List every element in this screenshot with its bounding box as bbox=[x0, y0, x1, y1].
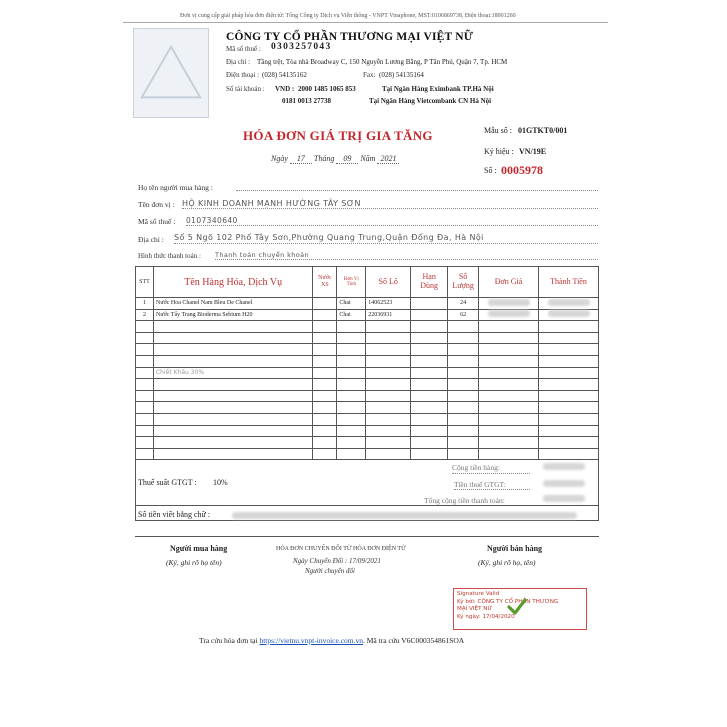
seller-mst-value: 0303257043 bbox=[271, 42, 332, 52]
payment-value: Thanh toán chuyển khoản bbox=[215, 251, 310, 259]
seller-fax-label: Fax: bbox=[363, 71, 376, 79]
cell-price bbox=[479, 298, 539, 310]
table-row bbox=[136, 355, 599, 367]
cell-name: Nước Tẩy Trang Bioderma Sebium H20 bbox=[153, 309, 312, 321]
sig-by: Ký bởi: CÔNG TY CỔ PHẦN THƯƠNG bbox=[457, 598, 559, 605]
buyer-address-value: Số 5 Ngõ 102 Phố Tây Sơn,Phường Quang Trung,Quận Đống Đa, Hà Nội bbox=[174, 233, 484, 242]
cell-unit: Chai bbox=[337, 298, 366, 310]
table-row bbox=[136, 309, 599, 321]
buyer-unit-value: HỘ KINH DOANH MẠNH HƯỜNG TÂY SƠN bbox=[182, 199, 361, 208]
payment-label: Hình thức thanh toán : bbox=[138, 252, 201, 260]
col-unit: Đơn Vị Tính bbox=[337, 267, 366, 298]
sig-valid: Signature Valid bbox=[457, 591, 500, 597]
buyer-address-label: Địa chỉ : bbox=[138, 235, 164, 244]
buyer-sign-note: (Ký, ghi rõ họ tên) bbox=[166, 558, 222, 567]
vat-amount-label: Tiền thuế GTGT: bbox=[454, 480, 506, 489]
table-row bbox=[136, 332, 599, 344]
buyer-tax-label: Mã số thuế : bbox=[138, 217, 176, 226]
subtotal-label: Cộng tiền hàng: bbox=[452, 463, 500, 472]
account-number: 0181 0013 27738 bbox=[282, 97, 331, 105]
seller-company-name: CÔNG TY CỔ PHẦN THƯƠNG MẠI VIỆT NỮ bbox=[226, 31, 474, 43]
discount-note: Chiết Khấu 30% bbox=[153, 367, 312, 379]
cell-amount bbox=[539, 309, 599, 321]
sig-by-2: MẠI VIỆT NỮ bbox=[457, 606, 493, 613]
grand-total-label: Tổng cộng tiền thanh toán: bbox=[424, 496, 505, 505]
table-row bbox=[136, 367, 599, 379]
footer-lookup-code: . Mã tra cứu V6C000354861SOA bbox=[363, 636, 465, 645]
symbol-label: Ký hiệu : bbox=[484, 147, 514, 156]
buyer-name-label: Họ tên người mua hàng : bbox=[138, 183, 213, 192]
vat-rate-label: Thuế suất GTGT : bbox=[138, 478, 197, 487]
col-lot: Số Lô bbox=[366, 267, 411, 298]
conversion-date: Ngày Chuyển Đổi : 17/09/2021 bbox=[293, 557, 381, 565]
seller-account-label: Số tài khoản : bbox=[226, 85, 265, 93]
footer-lookup bbox=[199, 636, 464, 645]
invoice-number: 0005978 bbox=[501, 163, 543, 177]
col-expiry: Hạn Dùng bbox=[411, 267, 448, 298]
redacted-price bbox=[488, 310, 530, 317]
company-logo bbox=[133, 28, 209, 118]
in-words-label: Số tiền viết bằng chữ : bbox=[138, 510, 211, 519]
redacted-amount bbox=[548, 310, 590, 317]
cell-expiry bbox=[411, 298, 448, 310]
col-origin: Nước XS bbox=[313, 267, 337, 298]
converter-label: Người chuyển đổi bbox=[305, 567, 355, 575]
cell-stt: 1 bbox=[136, 298, 154, 310]
cell-lot: 14062523 bbox=[366, 298, 411, 310]
seller-fax-value: (028) 54135164 bbox=[379, 71, 424, 79]
cell-origin bbox=[313, 298, 337, 310]
conversion-title: HÓA ĐƠN CHUYỂN ĐỔI TỪ HÓA ĐƠN ĐIỆN TỬ bbox=[276, 546, 406, 552]
table-header-row bbox=[136, 267, 599, 298]
seller-address-value: Tầng trệt, Tòa nhà Broadway C, 150 Nguyễn Lương Bằng, P Tân Phú, Quận 7, Tp. HCM bbox=[257, 58, 508, 66]
cell-stt: 2 bbox=[136, 309, 154, 321]
cell-lot: 22036931 bbox=[366, 309, 411, 321]
redacted-price bbox=[488, 299, 530, 306]
seller-address-label: Địa chỉ : bbox=[226, 58, 251, 66]
buyer-unit-label: Tên đơn vị : bbox=[138, 200, 175, 209]
cell-qty: 62 bbox=[448, 309, 479, 321]
seller-sign-title: Người bán hàng bbox=[487, 544, 543, 553]
seller-mst-label: Mã số thuế : bbox=[226, 45, 261, 53]
seller-phone-value: (028) 54135162 bbox=[262, 71, 307, 79]
buyer-sign-title: Người mua hàng bbox=[170, 544, 228, 553]
col-stt: STT bbox=[136, 267, 154, 298]
redacted-vat bbox=[543, 480, 585, 487]
seller-sign-note: (Ký, ghi rõ họ, tên) bbox=[478, 558, 536, 567]
date-month-label: Tháng bbox=[313, 154, 335, 163]
date-month: 09 bbox=[336, 154, 358, 164]
form-label: Mẫu số : bbox=[484, 126, 512, 135]
cell-name: Nước Hoa Chanel Nam Bleu De Chanel bbox=[153, 298, 312, 310]
cell-unit: Chai bbox=[337, 309, 366, 321]
footer-lookup-link[interactable]: https://vietnu.vnpt-invoice.com.vn bbox=[259, 636, 363, 645]
items-table bbox=[135, 266, 599, 460]
sig-date: Ký ngày: 17/04/2020 bbox=[457, 613, 515, 620]
date-day: 17 bbox=[290, 154, 312, 164]
redacted-in-words bbox=[232, 512, 577, 519]
table-row bbox=[136, 402, 599, 414]
redacted-total bbox=[543, 495, 585, 502]
table-row bbox=[136, 379, 599, 391]
provider-note: Đơn vị cung cấp giải pháp hóa đơn điện tử: Tổng Công ty Dịch vụ Viễn thông - VNPT Vinaphone, MST:0106869738, Điện thoại:18001260 bbox=[180, 13, 516, 19]
redacted-subtotal bbox=[543, 463, 585, 470]
col-price: Đơn Giá bbox=[479, 267, 539, 298]
table-row bbox=[136, 390, 599, 402]
table-row bbox=[136, 425, 599, 437]
account-number: 2000 1485 1065 853 bbox=[298, 85, 356, 93]
date-prefix: Ngày bbox=[271, 154, 288, 163]
account-currency: VND : bbox=[275, 85, 295, 93]
account-bank: Tại Ngân Hàng Vietcombank CN Hà Nội bbox=[369, 97, 492, 105]
account-bank: Tại Ngân Hàng Eximbank TP.Hà Nội bbox=[382, 85, 494, 93]
table-row bbox=[136, 344, 599, 356]
cell-origin bbox=[313, 309, 337, 321]
buyer-tax-value: 0107340640 bbox=[186, 216, 238, 225]
table-row bbox=[136, 448, 599, 460]
date-year: 2021 bbox=[377, 154, 399, 164]
table-row bbox=[136, 437, 599, 449]
symbol-value: VN/19E bbox=[519, 147, 547, 156]
cell-amount bbox=[539, 298, 599, 310]
table-row bbox=[136, 298, 599, 310]
table-row bbox=[136, 321, 599, 333]
seller-phone-label: Điện thoại : bbox=[226, 71, 260, 79]
date-year-label: Năm bbox=[360, 154, 376, 163]
footer-lookup-text: Tra cứu hóa đơn tại bbox=[199, 636, 258, 645]
cell-price bbox=[479, 309, 539, 321]
invoice-date bbox=[271, 154, 399, 164]
cell-expiry bbox=[411, 309, 448, 321]
redacted-amount bbox=[548, 299, 590, 306]
number-label: Số : bbox=[484, 166, 497, 175]
invoice-title: HÓA ĐƠN GIÁ TRỊ GIA TĂNG bbox=[243, 128, 433, 143]
form-value: 01GTKT0/001 bbox=[518, 126, 568, 135]
cell-qty: 24 bbox=[448, 298, 479, 310]
check-icon bbox=[507, 598, 527, 616]
col-amount: Thành Tiền bbox=[539, 267, 599, 298]
table-row bbox=[136, 413, 599, 425]
col-name: Tên Hàng Hóa, Dịch Vụ bbox=[153, 267, 312, 298]
vat-rate-value: 10% bbox=[213, 478, 228, 487]
col-qty: Số Lượng bbox=[448, 267, 479, 298]
